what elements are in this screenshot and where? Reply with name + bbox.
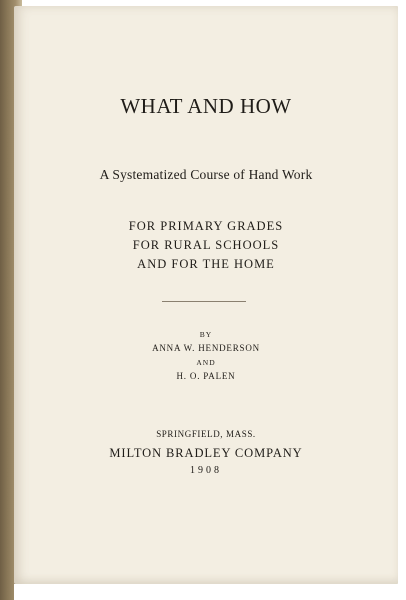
by-label: BY (199, 330, 213, 339)
author-2: H. O. PALEN (176, 371, 236, 381)
publisher-name: MILTON BRADLEY COMPANY (109, 446, 303, 460)
page-bottom-margin (14, 584, 406, 600)
audience-line-2: FOR RURAL SCHOOLS (132, 238, 280, 252)
audience-line-1: FOR PRIMARY GRADES (128, 219, 284, 233)
and-label: AND (196, 358, 216, 367)
title-page (14, 6, 398, 584)
publication-place: SPRINGFIELD, MASS. (156, 429, 256, 439)
publication-year: 1908 (190, 465, 222, 476)
divider-rule (162, 301, 246, 302)
book-subtitle: A Systematized Course of Hand Work (99, 167, 313, 182)
author-1: ANNA W. HENDERSON (152, 343, 260, 353)
audience-line-3: AND FOR THE HOME (137, 257, 275, 271)
book-title: WHAT AND HOW (120, 94, 292, 118)
